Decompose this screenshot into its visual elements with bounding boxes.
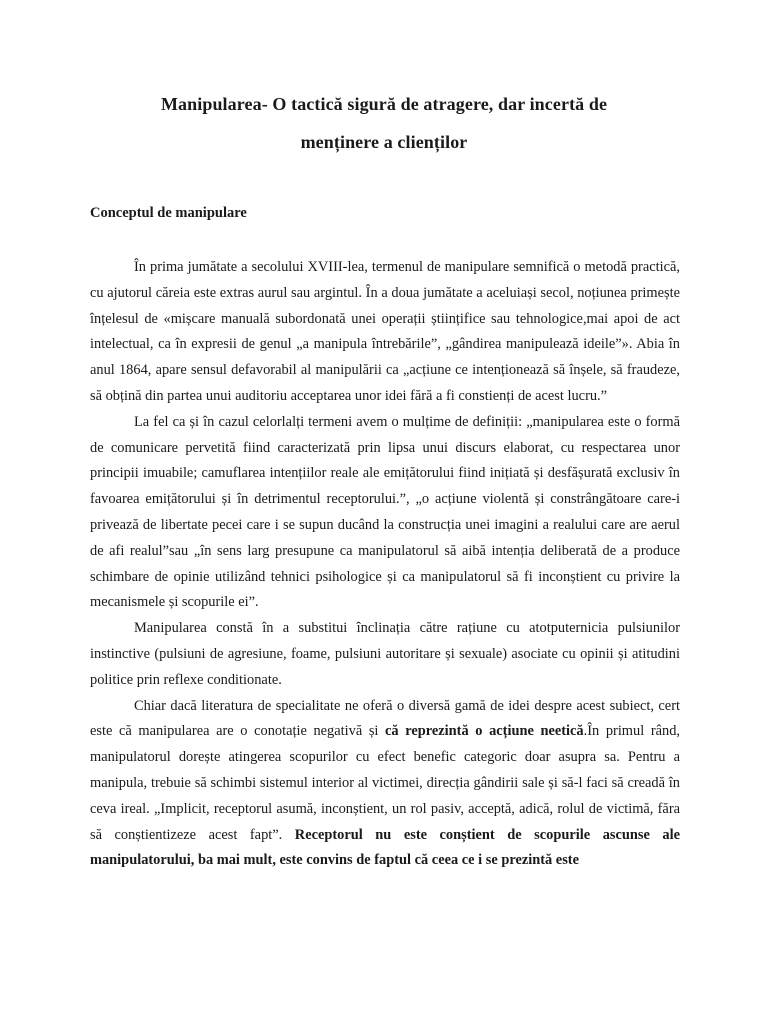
bold-phrase: Receptorul nu este conștient de scopurile ascunse ale manipulatorului, ba mai mult, este convins de faptul că ceea ce i se prezintă este xyxy=(90,826,680,869)
document-title-line-2: menținere a clienților xyxy=(300,132,468,152)
paragraph-text: Chiar dacă literatura de specialitate ne oferă o diversă gamă de idei despre acest subiect, cert este că manipularea are o conotație negativă și xyxy=(90,697,680,740)
document-body xyxy=(90,255,680,874)
paragraph-text: La fel ca și în cazul celorlalți termeni avem o mulțime de definiții: „manipularea este o formă de comunicare pervetită fiind caracterizată prin lipsa unui discurs elaborat, cu respectarea unor principii imuabile; camuflarea intențiilor reale ale emițătorului fiind inițiată și desfășurată exclusiv în favoarea emițătorului și în detrimentul receptorului.”, „o acțiune violentă și constrângătoare care-i privează de libertate pecei care i se supun ducând la construcția unei imagini a realului care are aerul de afi realul”sau „în sens larg presupune ca manipulatorul să aibă intenția deliberată de a produce schimbare de opinie utilizând tehnici psihologice și ca manipulatorul să fi inconștient cu privire la mecanismele și scopurile ei”. xyxy=(90,413,680,611)
section-heading: Conceptul de manipulare xyxy=(90,205,247,221)
paragraph-text: În prima jumătate a secolului XVIII-lea, termenul de manipulare semnifică o metodă practică, cu ajutorul căreia este extras aurul sau argintul. În a doua jumătate a aceluiași secol, noțiunea primește înțelesul de «mișcare manuală subordonată unei operații științifice sau tehnologice,mai apoi de act intelectual, ca în expresii de genul „a manipula întrebările”, „gândirea manipulează ideile”». Abia în anul 1864, apare sensul defavorabil al manipulării ca „acțiune ce intenționează să înșele, să fraudeze, să obțină din partea unui auditoriu acceptarea unor idei fără a fi constienți de acest lucru.” xyxy=(90,259,680,404)
paragraph xyxy=(90,410,680,616)
paragraph xyxy=(90,694,680,875)
bold-phrase: că reprezintă o acțiune neetică xyxy=(385,723,584,740)
paragraph xyxy=(90,616,680,693)
document-title-line-1: Manipularea- O tactică sigură de atragere, dar incertă de xyxy=(160,94,608,114)
paragraph-text: .În primul rând, manipulatorul dorește atingerea scopurilor cu efect benefic categoric doar asupra sa. Pentru a manipula, trebuie să schimbi sistemul interior al victimei, direcția gândirii sale și să-l faci să creadă în ceva ireal. „Implicit, receptorul asumă, inconștient, un rol pasiv, acceptă, adică, rolul de victimă, făra să conștientizeze acest fapt”. xyxy=(90,723,680,843)
paragraph xyxy=(90,255,680,410)
paragraph-text: Manipularea constă în a substitui înclinația către rațiune cu atotputernicia pulsiunilor instinctive (pulsiuni de agresiune, foame, pulsiuni autoritare și sexuale) asociate cu opinii și atitudini politice prin reflexe conditionate. xyxy=(90,620,680,688)
